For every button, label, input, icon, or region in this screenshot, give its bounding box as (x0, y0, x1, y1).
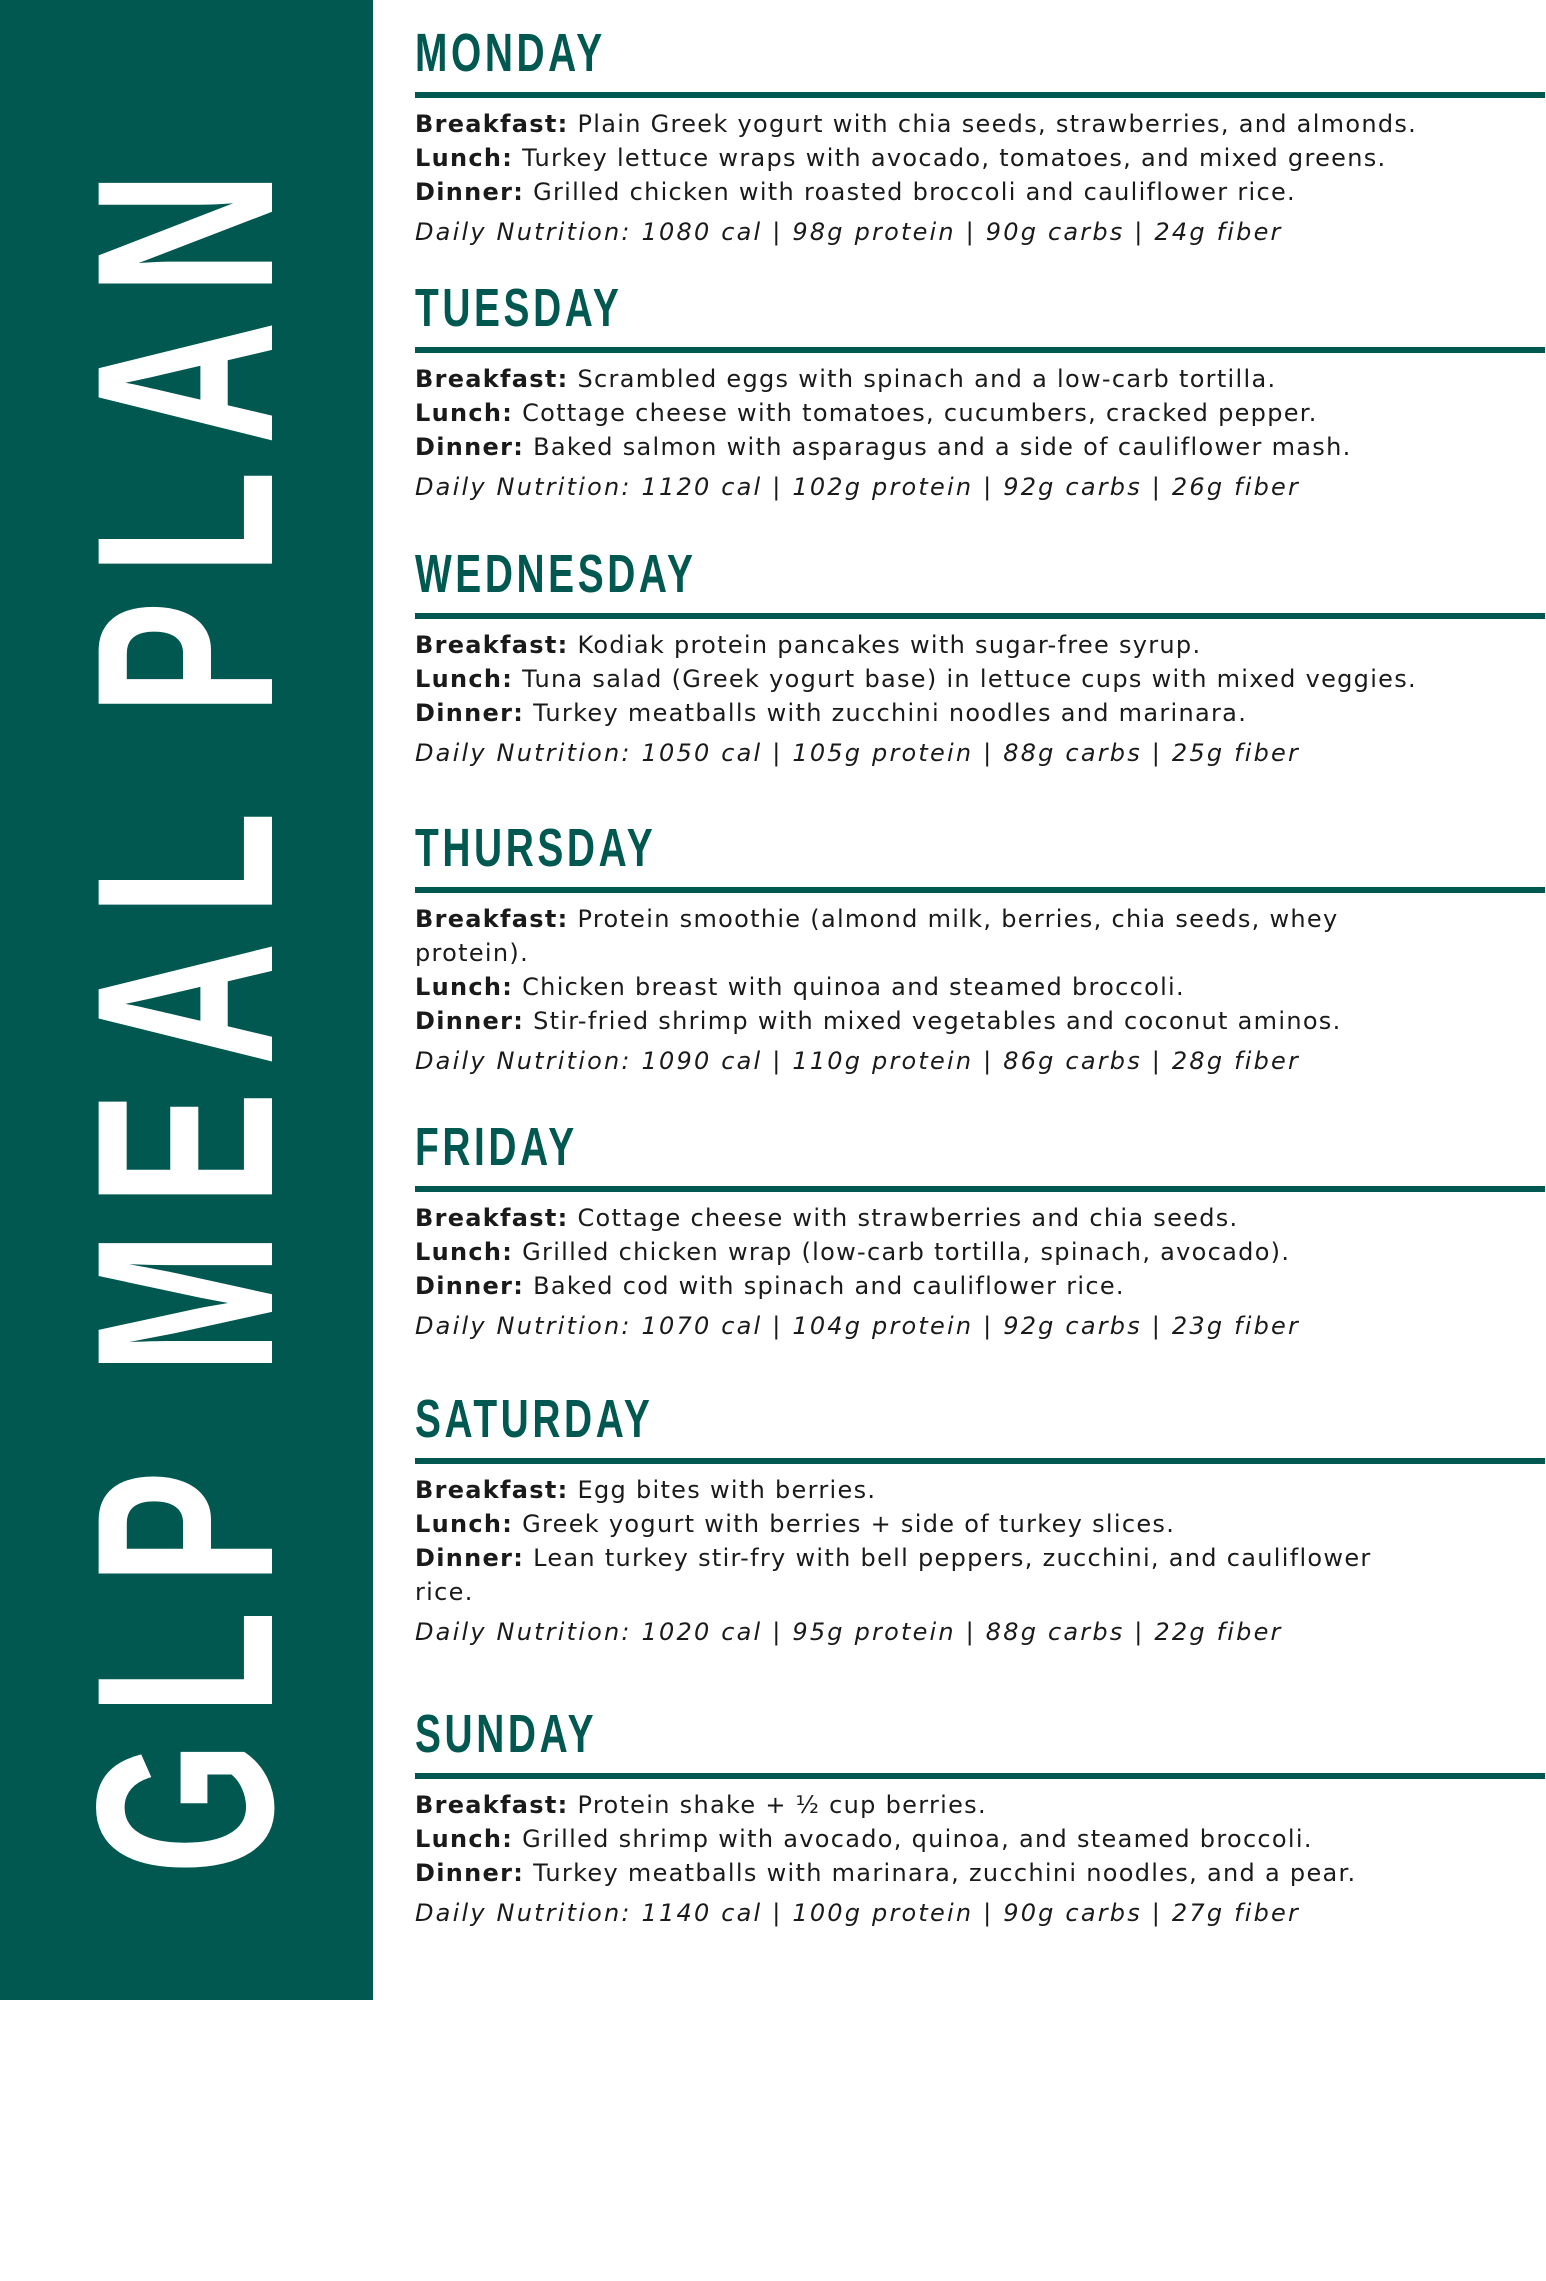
day-title: MONDAY (415, 23, 606, 83)
lunch-text: Chicken breast with quinoa and steamed broccoli. (522, 973, 1185, 1001)
lunch-label: Lunch: (415, 399, 514, 427)
dinner-text: Baked cod with spinach and cauliflower rice. (533, 1272, 1125, 1300)
lunch-item (415, 970, 1435, 1004)
dinner-item (415, 1004, 1435, 1038)
lunch-item (415, 662, 1435, 696)
day-title: SUNDAY (415, 1704, 598, 1764)
daily-nutrition: Daily Nutrition: 1140 cal | 100g protein | 90g carbs | 27g fiber (415, 1899, 1301, 1927)
lunch-item (415, 396, 1435, 430)
meal-list (415, 1201, 1435, 1303)
lunch-text: Cottage cheese with tomatoes, cucumbers, cracked pepper. (522, 399, 1318, 427)
dinner-item (415, 696, 1435, 730)
page-title (45, 0, 326, 2281)
meal-list (415, 628, 1435, 730)
lunch-label: Lunch: (415, 665, 514, 693)
breakfast-item (415, 362, 1435, 396)
daily-nutrition: Daily Nutrition: 1120 cal | 102g protein | 92g carbs | 26g fiber (415, 473, 1301, 501)
meal-list (415, 107, 1435, 209)
breakfast-label: Breakfast: (415, 365, 569, 393)
dinner-text: Lean turkey stir-fry with bell peppers, zucchini, and cauliflower rice. (415, 1544, 1372, 1606)
breakfast-label: Breakfast: (415, 631, 569, 659)
dinner-label: Dinner: (415, 178, 525, 206)
breakfast-text: Protein smoothie (almond milk, berries, chia seeds, whey protein). (415, 905, 1339, 967)
section-divider (415, 613, 1545, 619)
dinner-label: Dinner: (415, 1859, 525, 1887)
dinner-item (415, 430, 1435, 464)
dinner-text: Turkey meatballs with marinara, zucchini noodles, and a pear. (533, 1859, 1357, 1887)
breakfast-label: Breakfast: (415, 905, 569, 933)
dinner-item (415, 1541, 1435, 1609)
sidebar-banner (0, 0, 373, 2000)
lunch-label: Lunch: (415, 1825, 514, 1853)
dinner-label: Dinner: (415, 699, 525, 727)
section-divider (415, 347, 1545, 353)
section-divider (415, 1773, 1545, 1779)
daily-nutrition: Daily Nutrition: 1070 cal | 104g protein | 92g carbs | 23g fiber (415, 1312, 1301, 1340)
page-title-text: GLP MEAL PLAN (45, 145, 326, 1875)
lunch-text: Tuna salad (Greek yogurt base) in lettuce cups with mixed veggies. (522, 665, 1417, 693)
lunch-label: Lunch: (415, 144, 514, 172)
breakfast-text: Plain Greek yogurt with chia seeds, strawberries, and almonds. (577, 110, 1418, 138)
dinner-text: Stir-fried shrimp with mixed vegetables and coconut aminos. (533, 1007, 1342, 1035)
breakfast-label: Breakfast: (415, 110, 569, 138)
lunch-text: Turkey lettuce wraps with avocado, tomatoes, and mixed greens. (522, 144, 1387, 172)
section-divider (415, 92, 1545, 98)
lunch-label: Lunch: (415, 973, 514, 1001)
breakfast-text: Kodiak protein pancakes with sugar-free syrup. (577, 631, 1202, 659)
dinner-label: Dinner: (415, 1007, 525, 1035)
lunch-text: Grilled shrimp with avocado, quinoa, and steamed broccoli. (522, 1825, 1313, 1853)
section-divider (415, 1458, 1545, 1464)
day-section-friday (415, 1116, 1545, 1343)
section-divider (415, 887, 1545, 893)
breakfast-text: Egg bites with berries. (577, 1476, 877, 1504)
lunch-item (415, 1507, 1435, 1541)
dinner-text: Baked salmon with asparagus and a side of cauliflower mash. (533, 433, 1352, 461)
section-divider (415, 1186, 1545, 1192)
meal-list (415, 1473, 1435, 1609)
breakfast-label: Breakfast: (415, 1476, 569, 1504)
dinner-item (415, 1269, 1435, 1303)
daily-nutrition: Daily Nutrition: 1090 cal | 110g protein | 86g carbs | 28g fiber (415, 1047, 1301, 1075)
day-section-monday (415, 22, 1545, 249)
lunch-item (415, 1235, 1435, 1269)
meal-list (415, 1788, 1435, 1890)
day-title: WEDNESDAY (415, 544, 697, 604)
dinner-label: Dinner: (415, 433, 525, 461)
day-section-saturday (415, 1388, 1545, 1649)
daily-nutrition: Daily Nutrition: 1080 cal | 98g protein | 90g carbs | 24g fiber (415, 218, 1283, 246)
breakfast-label: Breakfast: (415, 1204, 569, 1232)
day-section-tuesday (415, 277, 1545, 504)
breakfast-item (415, 1201, 1435, 1235)
dinner-label: Dinner: (415, 1272, 525, 1300)
breakfast-item (415, 902, 1435, 970)
dinner-text: Grilled chicken with roasted broccoli and cauliflower rice. (533, 178, 1296, 206)
dinner-label: Dinner: (415, 1544, 525, 1572)
day-section-wednesday (415, 543, 1545, 770)
day-section-sunday (415, 1703, 1545, 1930)
dinner-item (415, 1856, 1435, 1890)
breakfast-item (415, 1473, 1435, 1507)
lunch-label: Lunch: (415, 1510, 514, 1538)
breakfast-item (415, 107, 1435, 141)
day-title: TUESDAY (415, 278, 623, 338)
breakfast-text: Protein shake + ½ cup berries. (577, 1791, 987, 1819)
daily-nutrition: Daily Nutrition: 1050 cal | 105g protein | 88g carbs | 25g fiber (415, 739, 1301, 767)
breakfast-text: Scrambled eggs with spinach and a low-carb tortilla. (577, 365, 1277, 393)
day-title: THURSDAY (415, 818, 657, 878)
breakfast-text: Cottage cheese with strawberries and chia seeds. (577, 1204, 1239, 1232)
day-title: SATURDAY (415, 1389, 654, 1449)
dinner-item (415, 175, 1435, 209)
lunch-item (415, 141, 1435, 175)
day-title: FRIDAY (415, 1117, 578, 1177)
lunch-text: Greek yogurt with berries + side of turkey slices. (522, 1510, 1176, 1538)
daily-nutrition: Daily Nutrition: 1020 cal | 95g protein | 88g carbs | 22g fiber (415, 1618, 1283, 1646)
day-section-thursday (415, 817, 1545, 1078)
breakfast-item (415, 628, 1435, 662)
lunch-item (415, 1822, 1435, 1856)
meal-list (415, 362, 1435, 464)
meal-list (415, 902, 1435, 1038)
lunch-label: Lunch: (415, 1238, 514, 1266)
breakfast-label: Breakfast: (415, 1791, 569, 1819)
dinner-text: Turkey meatballs with zucchini noodles and marinara. (533, 699, 1248, 727)
breakfast-item (415, 1788, 1435, 1822)
lunch-text: Grilled chicken wrap (low-carb tortilla, spinach, avocado). (522, 1238, 1291, 1266)
